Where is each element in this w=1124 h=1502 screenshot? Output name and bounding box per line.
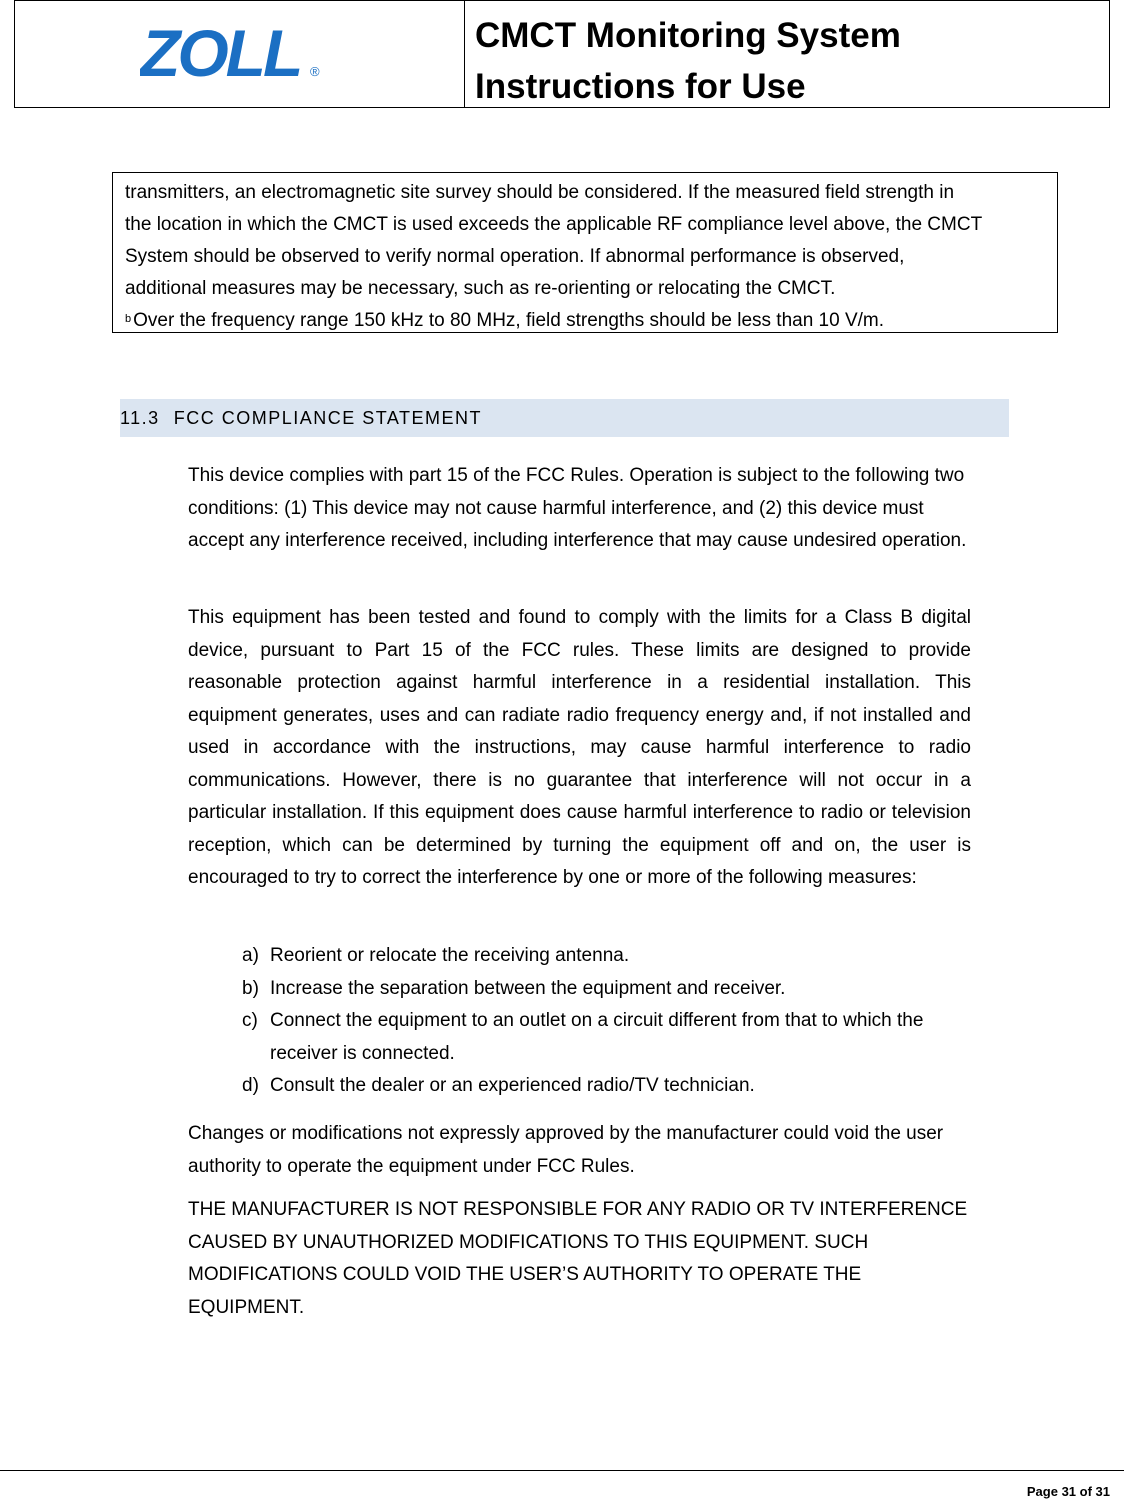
section-number: 11.3 [120,408,160,428]
list-marker: d) [242,1075,259,1096]
list-item [242,973,982,1006]
list-marker: c) [242,1010,258,1031]
list-text: Increase the separation between the equipment and receiver. [270,977,786,999]
registered-mark: ® [309,64,320,79]
document-header [14,0,1110,108]
list-item [242,1005,982,1070]
document-title [465,1,1109,107]
section-heading [120,399,1009,437]
page-number: Page 31 of 31 [1026,1484,1110,1499]
fcc-paragraph-4: THE MANUFACTURER IS NOT RESPONSIBLE FOR ANY RADIO OR TV INTERFERENCE CAUSED BY UNAUTHORIZED MODIFICATIONS TO THIS EQUIPMENT. SUCH MODIFICATIONS COULD VOID THE USER’S AUTHORITY TO OPERATE THE EQUIPMENT. [188,1199,968,1318]
section-title: FCC COMPLIANCE STATEMENT [173,408,483,428]
list-text: Connect the equipment to an outlet on a circuit different from that to which the receiver is connected. [270,1010,924,1064]
note-line-4: additional measures may be necessary, such as re-orienting or relocating the CMCT. [125,278,836,299]
list-marker: a) [242,945,259,966]
table-note-box [112,172,1058,333]
list-marker: b) [242,977,259,999]
measures-list [242,940,982,1103]
list-text: Reorient or relocate the receiving antenna. [270,945,630,966]
note-line-1: transmitters, an electromagnetic site survey should be considered. If the measured field strength in [125,182,955,203]
footnote-text: Over the frequency range 150 kHz to 80 MHz, field strengths should be less than 10 V/m. [133,310,885,331]
logo-wordmark: ZOLL [139,24,300,84]
list-text: Consult the dealer or an experienced radio/TV technician. [270,1075,755,1096]
fcc-paragraph-2: This equipment has been tested and found to comply with the limits for a Class B digital device, pursuant to Part 15 of the FCC rules. These limits are designed to provide reasonable protection against harmful interference in a residential installation. This equipment generates, uses and can radiate radio frequency energy and, if not installed and used in accordance with the instructions, may cause harmful interference to radio communications. However, there is no guarantee that interference will not occur in a particular installation. If this equipment does cause harmful interference to radio or television reception, which can be determined by turning the equipment off and on, the user is encouraged to try to correct the interference by one or more of the following measures: [188,607,971,888]
note-line-3: System should be observed to verify normal operation. If abnormal performance is observed, [125,246,905,267]
zoll-logo [140,24,340,84]
fcc-paragraph-1: This device complies with part 15 of the FCC Rules. Operation is subject to the following two conditions: (1) This device may not cause harmful interference, and (2) this device must accept any interference received, including interference that may cause undesired operation. [188,465,967,551]
list-item [242,1070,982,1103]
title-line-1: CMCT Monitoring System [475,16,901,55]
footnote-marker: b [125,313,132,325]
footnote [125,305,1049,337]
title-line-2: Instructions for Use [475,66,806,106]
note-line-2: the location in which the CMCT is used exceeds the applicable RF compliance level above, the CMCT [125,214,983,235]
logo-cell [15,1,465,107]
fcc-paragraph-3: Changes or modifications not expressly approved by the manufacturer could void the user authority to operate the equipment under FCC Rules. [188,1123,944,1177]
footer-divider [0,1470,1124,1471]
list-item [242,940,982,973]
